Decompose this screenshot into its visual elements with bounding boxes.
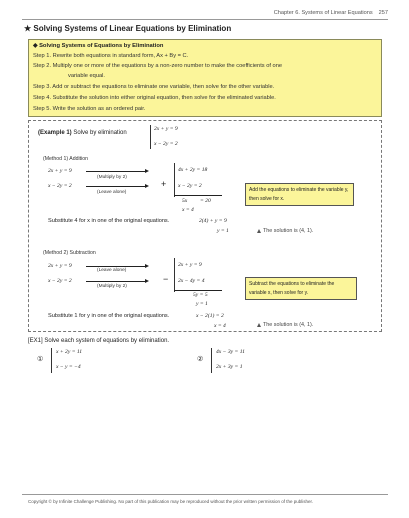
problem-2-number: ② [197, 356, 204, 363]
triangle-icon [257, 229, 261, 233]
problem-1-bracket [51, 348, 52, 373]
plus-operator: + [161, 179, 167, 189]
method1-note1: (Multiply by 2) [97, 175, 127, 180]
step-4: Step 4. Substitute the solution into either original equation, then solve for the eliminated variable. [33, 95, 276, 101]
method1-left-eq2: x − 2y = 2 [48, 183, 72, 189]
method2-arrowhead-1 [145, 264, 149, 268]
method1-note2: (Leave alone) [97, 190, 127, 195]
step-2-continued: variable equal. [68, 73, 105, 79]
problem-1-eq1: x + 2y = 11 [56, 349, 83, 355]
header-divider [22, 19, 388, 20]
method1-arrow-1 [86, 171, 146, 172]
method1-substitution: 2(4) + y = 9 [199, 218, 227, 224]
triangle-icon [257, 323, 261, 327]
problem-2-bracket [211, 348, 212, 373]
method2-right-eq2: 2x − 4y = 4 [178, 278, 205, 284]
method2-left-eq1: 2x + y = 9 [48, 263, 72, 269]
step-1: Step 1. Rewrite both equations in standard form, Ax + By = C. [33, 53, 189, 59]
step-5: Step 5. Write the solution as an ordered pair. [33, 106, 146, 112]
method1-solution-text: The solution is (4, 1). [263, 228, 314, 234]
problem-1-number: ① [37, 356, 44, 363]
example-heading [38, 130, 127, 136]
method2-explanation: Subtract the equations to eliminate the variable x, then solve for y. [245, 277, 357, 300]
method2-arrow-1 [86, 266, 146, 267]
step-3: Step 3. Add or subtract the equations to eliminate one variable, then solve for the other variable. [33, 84, 275, 90]
method1-result: x = 4 [182, 207, 194, 213]
example-eq2: x − 2y = 2 [154, 141, 178, 147]
method2-arrow-2 [86, 281, 146, 282]
page-title: ★ Solving Systems of Linear Equations by Elimination [24, 24, 232, 33]
method2-solution [257, 322, 313, 328]
method1-label: (Method 1) Addition [43, 156, 88, 162]
chapter-header [274, 10, 388, 16]
method2-result: y = 1 [196, 301, 208, 307]
example-eq1: 2x + y = 9 [154, 126, 178, 132]
method2-sum-eq: 5y = 5 [193, 292, 208, 298]
method1-sum-right: = 20 [200, 198, 211, 204]
method1-sub-result: y = 1 [217, 228, 229, 234]
example-system-bracket [150, 125, 151, 149]
minus-operator: − [163, 274, 169, 284]
exercise-instruction: [EX1] Solve each system of equations by elimination. [28, 338, 170, 344]
method2-note1: (Leave alone) [97, 268, 127, 273]
method2-right-bracket [174, 258, 175, 292]
method1-right-eq1: 4x + 2y = 18 [178, 167, 208, 173]
method2-label: (Method 2) Subtraction [43, 250, 96, 256]
method2-substitution: x − 2(1) = 2 [196, 313, 224, 319]
method2-sub-result: x = 4 [214, 323, 226, 329]
method2-arrowhead-2 [145, 279, 149, 283]
method1-right-bracket [174, 163, 175, 197]
summary-heading: ◆ Solving Systems of Equations by Elimination [33, 43, 164, 49]
method2-right-eq1: 2x + y = 9 [178, 262, 202, 268]
method2-note2: (Multiply by 2) [97, 284, 127, 289]
method2-substitute-text: Substitute 1 for y in one of the original equations. [48, 313, 170, 319]
problem-2-eq2: 2x + 3y = 1 [216, 364, 243, 370]
copyright-notice: Copyright © by Infinite Challenge Publishing. No part of this publication may be reproduced without the prior written permission of the publisher. [28, 499, 313, 504]
method1-sum-left: 5x [182, 198, 188, 204]
method1-left-eq1: 2x + y = 9 [48, 168, 72, 174]
method1-sum-line [174, 195, 222, 196]
method1-arrowhead-1 [145, 169, 149, 173]
method1-arrowhead-2 [145, 184, 149, 188]
method1-solution [257, 228, 313, 234]
method1-explanation: Add the equations to eliminate the variable y, then solve for x. [245, 183, 354, 206]
step-2: Step 2. Multiply one or more of the equations by a non-zero number to make the coefficients of one [33, 63, 283, 69]
method2-left-eq2: x − 2y = 2 [48, 278, 72, 284]
problem-2-eq1: 4x − 3y = 11 [216, 349, 245, 355]
method2-sum-line [174, 290, 222, 291]
method1-substitute-text: Substitute 4 for x in one of the original equations. [48, 218, 170, 224]
method2-solution-text: The solution is (4, 1). [263, 322, 314, 328]
method1-arrow-2 [86, 186, 146, 187]
chapter-title: Chapter 6. Systems of Linear Equations [273, 10, 373, 16]
problem-1-eq2: x − y = −4 [56, 364, 81, 370]
example-instruction: Solve by elimination [73, 130, 127, 136]
method1-right-eq2: x − 2y = 2 [178, 183, 202, 189]
page-number: 257 [378, 10, 388, 16]
example-label: (Example 1) [38, 130, 72, 136]
footer-divider [22, 494, 388, 495]
